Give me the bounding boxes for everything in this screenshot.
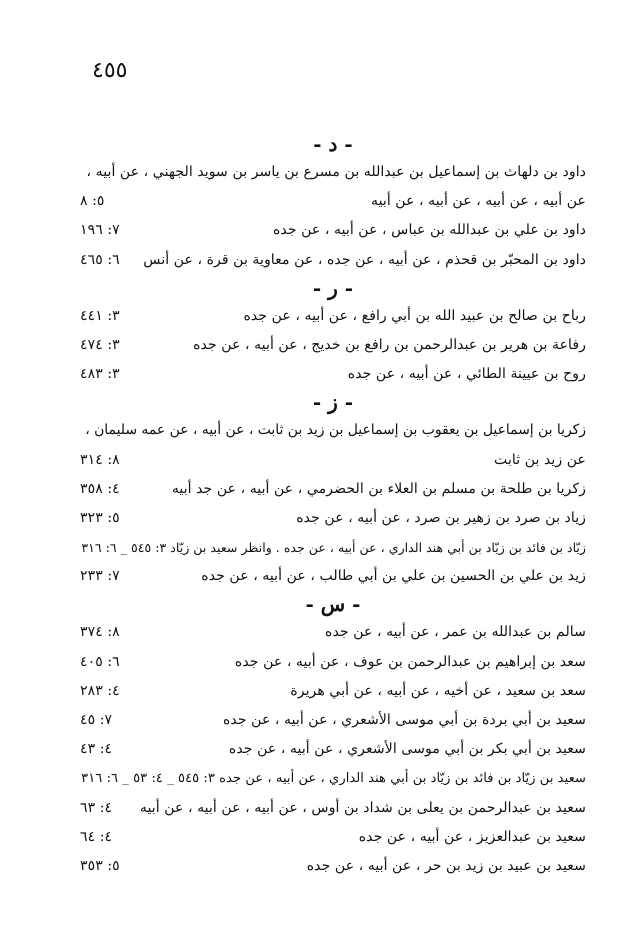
entry-ref: ٨: ٣٧٤	[80, 624, 120, 641]
entry-ref: ٥: ٣٢٣	[80, 509, 120, 526]
entry-text: سالم بن عبدالله بن عمر ، عن أبيه ، عن جده	[325, 624, 586, 641]
entry-text: سعد بن إبراهيم بن عبدالرحمن بن عوف ، عن أبيه ، عن جده	[234, 653, 586, 670]
index-entry	[80, 216, 586, 245]
index-entry	[80, 533, 586, 562]
section-header-dal: - د -	[313, 132, 353, 156]
entry-ref: ٤: ٤٣	[80, 741, 113, 758]
entry-ref: ٣: ٤٧٤	[80, 336, 120, 353]
entry-text: زياد بن صرد بن زهير بن صرد ، عن أبيه ، عن جده	[296, 509, 586, 526]
entry-text: عن زيد بن ثابت	[494, 451, 586, 468]
entry-ref: ٨: ٣١٤	[80, 451, 120, 468]
index-entry	[80, 302, 586, 331]
entry-text: سعيد بن عبدالرحمن بن يعلى بن شداد بن أوس ، عن أبيه ، عن أبيه ، عن أبيه	[139, 799, 586, 816]
index-entry	[80, 562, 586, 591]
index-entry	[80, 360, 586, 389]
entry-ref: ٣: ٤٨٣	[80, 366, 120, 383]
section-header-sin: - س -	[305, 592, 361, 617]
entry-ref: ٦: ٤٦٥	[80, 251, 120, 268]
entry-text: رباح بن صالح بن عبيد الله بن أبي رافع ، عن أبيه ، عن جده	[243, 307, 586, 324]
entry-text: سعيد بن أبي بكر بن أبي موسى الأشعري ، عن أبيه ، عن جده	[228, 741, 586, 758]
entry-text: سعيد بن أبي بردة بن أبي موسى الأشعري ، عن أبيه ، عن جده	[222, 712, 586, 728]
index-entry	[80, 446, 586, 475]
entry-text: سعيد بن عبيد بن زيد بن حر ، عن أبيه ، عن جده	[306, 857, 586, 874]
index-entry	[80, 794, 586, 823]
index-entry	[80, 618, 586, 647]
index-entry	[80, 677, 586, 706]
entry-ref: ٦: ٤٠٥	[80, 653, 120, 670]
entry-ref: ٣: ٤٤١	[80, 307, 120, 324]
section-header-zay: - ز -	[312, 390, 354, 415]
entry-text: عن أبيه ، عن أبيه ، عن أبيه ، عن أبيه	[370, 193, 586, 210]
section-header-ra: - ر -	[312, 275, 354, 300]
entry-text: زيّاد بن فائد بن زيّاد بن أبي هند الداري ، عن أبيه ، عن جده . وانظر سعيد بن زيّاد ٣: ٥٤٥ _ ٦: ٣١٦	[81, 540, 586, 556]
index-entry	[80, 764, 586, 793]
entry-ref: ٤: ٦٣	[80, 799, 113, 816]
entry-text: زكريا بن طلحة بن مسلم بن العلاء بن الحضرمي ، عن أبيه ، عن جد أبيه	[171, 480, 586, 497]
index-entry	[80, 648, 586, 677]
entry-text: داود بن دلهاث بن إسماعيل بن عبدالله بن مسرع بن ياسر بن سويد الجهني ، عن أبيه ،	[86, 164, 586, 180]
index-entry	[80, 187, 586, 216]
entry-ref: ٥: ٣٥٣	[80, 857, 120, 874]
entry-text: سعد بن سعيد ، عن أخيه ، عن أبيه ، عن أبي هريرة	[290, 682, 586, 699]
entry-ref: ٧: ٢٣٣	[80, 568, 120, 585]
index-entry	[80, 331, 586, 360]
entry-ref: ٤: ٣٥٨	[80, 480, 120, 497]
entry-text: داود بن علي بن عبدالله بن عباس ، عن أبيه ، عن جده	[272, 222, 586, 239]
index-entry	[80, 475, 586, 504]
entry-text: رفاعة بن هرير بن عبدالرحمن بن رافع بن خديج ، عن أبيه ، عن جده	[193, 336, 586, 353]
entry-ref: ٥: ٨	[80, 193, 105, 210]
index-entry	[80, 735, 586, 764]
index-entry	[80, 158, 586, 187]
index-entry	[80, 706, 586, 735]
entry-ref: ٤: ٢٨٣	[80, 682, 120, 699]
entry-text: داود بن المحبّر بن قحذم ، عن أبيه ، عن جده ، عن معاوية بن قرة ، عن أنس	[143, 251, 586, 268]
entry-ref: ٤: ٦٤	[80, 828, 113, 845]
index-entry	[80, 246, 586, 275]
index-entry	[80, 823, 586, 852]
index-entry	[80, 852, 586, 881]
entry-text: زيد بن علي بن الحسين بن علي بن أبي طالب ، عن أبيه ، عن جده	[201, 568, 586, 585]
entry-ref: ٧: ٤٥	[80, 712, 113, 728]
entry-text: زكريا بن إسماعيل بن يعقوب بن إسماعيل بن زيد بن ثابت ، عن أبيه ، عن عمه سليمان ،	[85, 422, 586, 439]
index-entry	[80, 504, 586, 533]
index-content	[80, 131, 586, 881]
entry-text: روح بن عيينة الطائي ، عن أبيه ، عن جده	[347, 366, 586, 383]
page-number: ٤٥٥	[92, 58, 128, 83]
entry-text: سعيد بن زيّاد بن فائد بن زيّاد بن أبي هند الداري ، عن أبيه ، عن جده ٣: ٥٤٥ _ ٤: ٥٣ _ ٦: ٣١٦	[81, 771, 586, 787]
entry-ref: ٧: ١٩٦	[80, 222, 120, 239]
index-entry	[80, 416, 586, 445]
entry-text: سعيد بن عبدالعزيز ، عن أبيه ، عن جده	[358, 828, 586, 845]
